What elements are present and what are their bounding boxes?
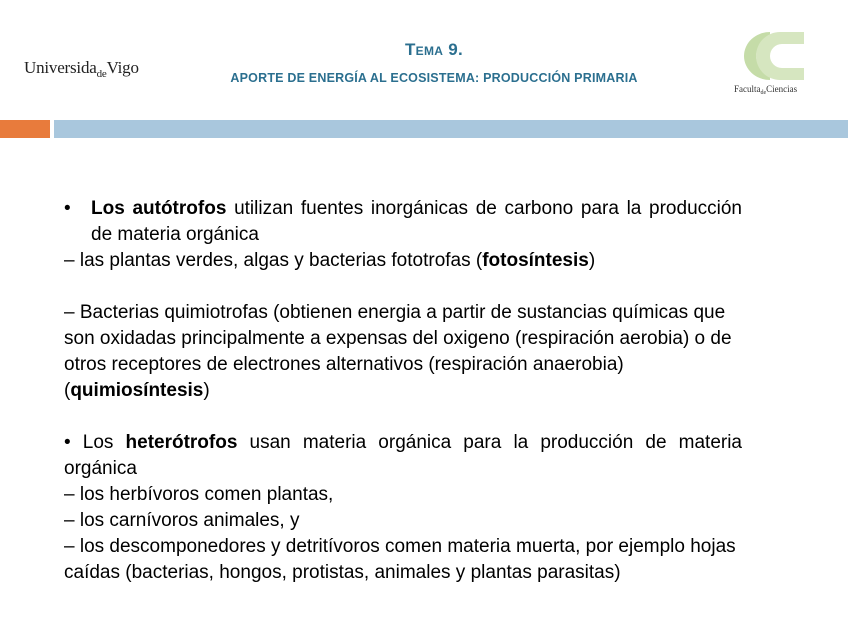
faculty-logo-sub: de: [760, 90, 767, 96]
quimiosintesis-term: quimiosíntesis: [70, 380, 204, 401]
spacer: [64, 274, 742, 300]
faculty-logo-label: [734, 84, 797, 94]
carnivoros-line: – los carnívoros animales, y: [64, 510, 300, 531]
herbivoros-line: – los herbívoros comen plantas,: [64, 484, 334, 505]
autotrofos-text: utilizan fuentes inorgánicas de carbono para la producción de materia orgánica: [91, 198, 742, 245]
slide-body: [64, 196, 742, 586]
heterotrofos-paragraph: [64, 430, 742, 482]
spacer: [64, 404, 742, 430]
university-logo-main: Universida: [24, 58, 97, 77]
faculty-logo-tail: Ciencias: [766, 84, 798, 94]
heterotrofos-term: heterótrofos: [125, 432, 238, 453]
autotrofos-paragraph: [64, 196, 742, 248]
header-bar-blue: [54, 120, 848, 138]
autotrofos-term: Los autótrofos: [91, 198, 227, 219]
plantas-text: – las plantas verdes, algas y bacterias fototrofas (: [64, 250, 483, 271]
plantas-close: ): [588, 250, 596, 271]
descomponedores-paragraph: – los descomponedores y detritívoros comen materia muerta, por ejemplo hojas caídas (bacterias, hongos, protistas, animales y plantas parasitas): [64, 536, 736, 583]
slide-title-text: Tema 9.: [404, 40, 464, 59]
heterotrofos-lead: • Los: [64, 432, 126, 453]
bacterias-close: ): [203, 380, 210, 401]
university-logo-sub: de: [96, 68, 107, 80]
bacterias-paragraph: [64, 300, 742, 404]
fotosintesis-term: fotosíntesis: [482, 250, 589, 271]
header-bar-orange: [0, 120, 50, 138]
bacterias-text: – Bacterias quimiotrofas (obtienen energia a partir de sustancias químicas que son oxidadas principalmente a expensas del oxigeno (respiración aerobia) o de otros receptores de electrones alternativos (respiración anaerobia) (: [64, 302, 732, 401]
bullet-glyph: •: [64, 198, 71, 219]
faculty-logo-main: Faculta: [734, 84, 761, 94]
heterotrofos-text: usan materia orgánica para la producción de materia orgánica: [64, 432, 742, 479]
cc-logo-icon: [734, 26, 810, 84]
faculty-logo: [728, 26, 812, 96]
slide-subtitle: APORTE DE ENERGÍA AL ECOSISTEMA: PRODUCCIÓN PRIMARIA: [230, 71, 638, 85]
university-logo-tail: Vigo: [106, 58, 139, 77]
slide-title: [0, 40, 848, 60]
plantas-line: [64, 248, 742, 274]
